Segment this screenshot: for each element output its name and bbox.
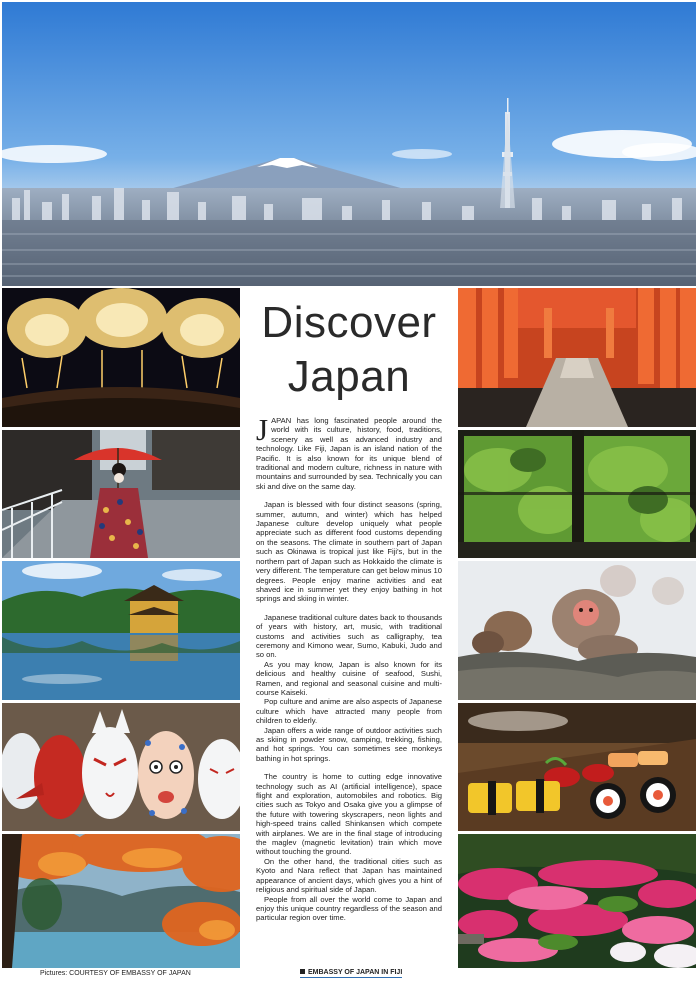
article-paragraph: Japan offers a wide range of outdoor activities such as skiing in powder snow, camping, trekking, fishing, and hot springs. You can sometimes see monkeys bathing in hot springs. <box>256 725 442 763</box>
article-paragraph: People from all over the world come to Japan and enjoy this unique country regardless of the season and particular region over time. <box>256 894 442 923</box>
hero-tokyo-skyline-photo <box>2 2 696 286</box>
article-paragraph: Japanese traditional culture dates back to thousands of years with history, art, music, with traditional customs and activities such as calligraphy, tea ceremony and Kimono wear, Sumo, Kabuki, Judo and so on. <box>256 612 442 660</box>
article-paragraph: The country is home to cutting edge innovative technology such as AI (artificial intelligence), space flight and exploration, automobiles and robotics. Big cities such as Tokyo and Osaka give you a glimpse of the future with towering skyscrapers, neon lights and high-speed trains called Shinkansen which compete with airplanes. We are in the final stage of introducing the maglev (magnetic levitation) train which move without touching the ground. <box>256 772 442 857</box>
autumn-maple-lake-photo <box>2 834 240 968</box>
article-paragraph: Japan is blessed with four distinct seasons (spring, summer, autumn, and winter) which has helped Japanese culture develop uniquely what people appreciate such as different food customs depending on the seasons. The climate in southern part of Japan such as Okinawa is tropical just like Fiji's, but in the northern part of Japan such as Hokkaido the climate is very different. The temperature can get below minus 10 degrees. People enjoy marine activities and eat shaved ice in summer yet they enjoy bathing in hot springs and skiing in winter. <box>256 500 442 604</box>
photo-credit: Pictures: COURTESY OF EMBASSY OF JAPAN <box>40 970 191 977</box>
golden-pavilion-photo <box>2 561 240 700</box>
fireworks-photo <box>2 288 240 427</box>
article-body <box>256 412 442 923</box>
article-paragraph: On the other hand, the traditional cities such as Kyoto and Nara reflect that Japan has maintained appearance of ancient days, which gives you a hint of religious and spiritual side of Japan. <box>256 856 442 895</box>
article-source-label: EMBASSY OF JAPAN IN FIJI <box>308 969 403 976</box>
japanese-festival-masks-photo <box>2 703 240 831</box>
sushi-platter-photo <box>458 703 696 831</box>
article-paragraph: As you may know, Japan is also known for its delicious and healthy cuisine of seafood, Sushi, Ramen, and regional and seasonal cuisine and multi-course Kaiseki. <box>256 659 442 697</box>
snow-monkeys-hot-spring-photo <box>458 561 696 700</box>
article <box>242 288 456 968</box>
torii-gates-path-photo <box>458 288 696 427</box>
article-title-line2: Japan <box>287 352 411 401</box>
azalea-garden-photo <box>458 834 696 968</box>
green-garden-window-photo <box>458 430 696 558</box>
drop-cap: J <box>256 412 269 447</box>
source-square-icon <box>300 969 305 974</box>
article-title-line1: Discover <box>261 298 437 347</box>
article-title <box>256 296 442 404</box>
article-paragraph: Pop culture and anime are also aspects of Japanese culture which have attracted many people from children to elderly. <box>256 697 442 726</box>
article-source <box>300 969 402 978</box>
article-paragraph: JAPAN has long fascinated people around the world with its culture, history, food, traditions, scenery as well as advanced industry and technology. Like Fiji, Japan is an island nation of the Pacific. It is also known for its unique blend of traditional and modern culture, richness in nature with mountains and surrounded by sea. Technically you can ski and dive on the same day. <box>256 412 442 491</box>
geisha-parasol-street-photo <box>2 430 240 558</box>
